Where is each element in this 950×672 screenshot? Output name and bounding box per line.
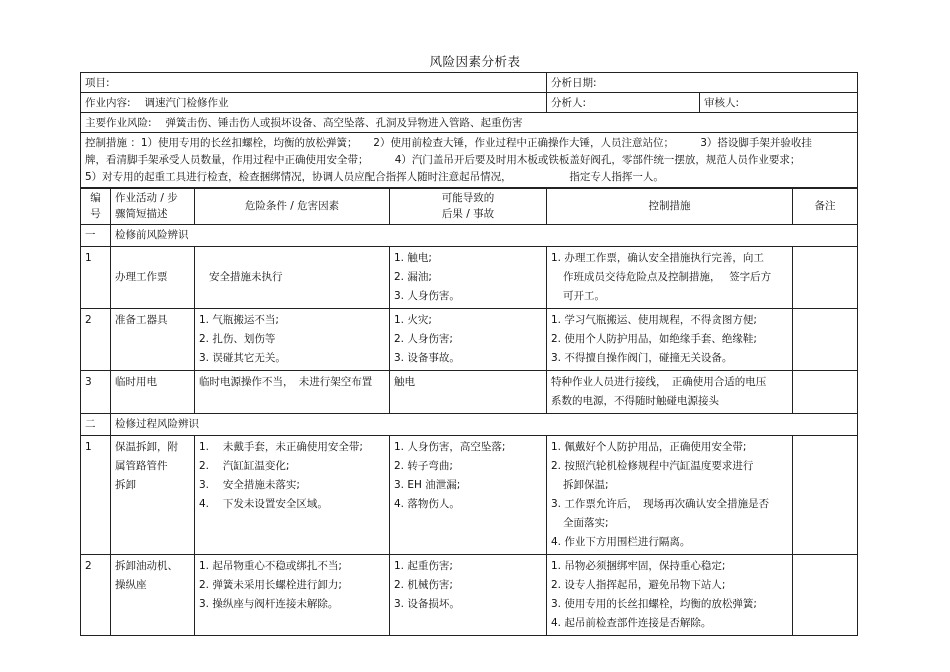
col-header-consequence: 可能导致的 后果 / 事故 xyxy=(390,188,547,225)
consequence-cell: 1. 触电; 2. 漏油; 3. 人身伤害。 xyxy=(390,247,547,309)
table-header-row xyxy=(81,188,858,225)
control-cell: 1. 学习气瓶搬运、使用规程，不得贪图方便; 2. 使用个人防护用品，如绝缘手套、绝缘鞋; 3. 不得擅自操作阀门，碰撞无关设备。 xyxy=(547,309,793,371)
activity-cell: 办理工作票 xyxy=(111,247,195,309)
col-header-control: 控制措施 xyxy=(547,188,793,225)
section-row xyxy=(81,414,858,436)
remark-cell xyxy=(793,247,858,309)
work-content-label: 作业内容: xyxy=(85,97,131,109)
col-header-hazard: 危险条件 / 危害因素 xyxy=(195,188,390,225)
section-num: 二 xyxy=(81,414,111,436)
col-header-activity: 作业活动 / 步 骤简短描述 xyxy=(111,188,195,225)
activity-cell: 准备工器具 xyxy=(111,309,195,371)
table-row xyxy=(81,309,858,371)
risk-analysis-table xyxy=(80,187,858,636)
activity-cell: 保温拆卸，附 属管路管件 拆卸 xyxy=(111,436,195,555)
reviewer-label: 审核人: xyxy=(700,93,858,113)
activity-cell: 临时用电 xyxy=(111,371,195,414)
activity-cell: 拆卸油动机、 操纵座 xyxy=(111,555,195,636)
work-content-cell xyxy=(81,93,547,113)
remark-cell xyxy=(793,309,858,371)
header-table xyxy=(80,72,858,189)
row-num: 2 xyxy=(81,555,111,636)
control-measure-line: 控制措施 ：1）使用专用的长丝扣螺栓，均衡的放松弹簧； 2）使用前检查大锤，作业过程中正确操作大锤，人员注意站位； 3）搭设脚手架并验收挂 xyxy=(85,137,812,149)
hazard-cell: 1. 起吊物重心不稳或绑扎不当; 2. 弹簧未采用长螺栓进行卸力; 3. 操纵座与阀杆连接未解除。 xyxy=(195,555,390,636)
section-title: 检修前风险辨识 xyxy=(111,225,858,247)
row-num: 2 xyxy=(81,309,111,371)
work-content-value: 调速汽门检修作业 xyxy=(144,97,229,109)
col-header-remark: 备注 xyxy=(793,188,858,225)
control-cell: 1. 吊物必须捆绑牢固，保持重心稳定; 2. 设专人指挥起吊，避免吊物下站人; 3. 使用专用的长丝扣螺栓，均衡的放松弹簧; 4. 起吊前检查部件连接是否解除。 xyxy=(547,555,793,636)
table-row xyxy=(81,436,858,555)
consequence-cell: 触电 xyxy=(390,371,547,414)
hazard-cell: 临时电源操作不当， 未进行架空布置 xyxy=(195,371,390,414)
consequence-cell: 1. 起重伤害; 2. 机械伤害; 3. 设备损坏。 xyxy=(390,555,547,636)
document-title: 风险因素分析表 xyxy=(429,54,521,69)
col-header-num: 编 号 xyxy=(81,188,111,225)
row-num: 1 xyxy=(81,436,111,555)
analysis-date-label: 分析日期: xyxy=(547,73,858,93)
consequence-cell: 1. 火灾; 2. 人身伤害; 3. 设备事故。 xyxy=(390,309,547,371)
remark-cell xyxy=(793,436,858,555)
remark-cell xyxy=(793,555,858,636)
consequence-cell: 1. 人身伤害，高空坠落; 2. 转子弯曲; 3. EH 油泄漏; 4. 落物伤人。 xyxy=(390,436,547,555)
main-risk-value: 弹簧击伤、锤击伤人或损坏设备、高空坠落、孔洞及异物进入管路、起重伤害 xyxy=(165,117,523,129)
row-num: 3 xyxy=(81,371,111,414)
table-row xyxy=(81,555,858,636)
hazard-cell: 1. 气瓶搬运不当; 2. 扎伤、划伤等 3. 误碰其它无关。 xyxy=(195,309,390,371)
main-risk-label: 主要作业风险: xyxy=(85,117,152,129)
control-measures-cell xyxy=(81,133,858,189)
control-measure-line: 5）对专用的起重工具进行检查，检查捆绑情况，协调人员应配合指挥人随时注意起吊情况， 指定专人指挥一人。 xyxy=(85,171,664,183)
hazard-cell: 安全措施未执行 xyxy=(195,247,390,309)
control-cell: 1. 佩戴好个人防护用品，正确使用安全带; 2. 按照汽轮机检修规程中汽缸温度要求进行 拆卸保温; 3. 工作票允许后， 现场再次确认安全措施是否 全面落实; 4. 作业下方用围栏进行隔离。 xyxy=(547,436,793,555)
control-cell: 1. 办理工作票，确认安全措施执行完善，向工 作班成员交待危险点及控制措施， 签字后方 可开工。 xyxy=(547,247,793,309)
section-num: 一 xyxy=(81,225,111,247)
control-cell: 特种作业人员进行接线， 正确使用合适的电压 系数的电源，不得随时触碰电源接头 xyxy=(547,371,793,414)
section-row xyxy=(81,225,858,247)
hazard-cell: 1. 未戴手套，未正确使用安全带; 2. 汽缸缸温变化; 3. 安全措施未落实; 4. 下发未设置安全区域。 xyxy=(195,436,390,555)
table-row xyxy=(81,371,858,414)
project-label: 项目: xyxy=(81,73,547,93)
main-risk-cell xyxy=(81,113,858,133)
remark-cell xyxy=(793,371,858,414)
control-measure-line: 牌，看清脚手架承受人员数量，作用过程中正确使用安全带； 4）汽门盖吊开后要及时用木板或铁板盖好阀孔，零部件统一摆放，规范人员作业要求； xyxy=(85,154,801,166)
row-num: 1 xyxy=(81,247,111,309)
table-row xyxy=(81,247,858,309)
analyst-label: 分析人: xyxy=(547,93,700,113)
section-title: 检修过程风险辨识 xyxy=(111,414,858,436)
